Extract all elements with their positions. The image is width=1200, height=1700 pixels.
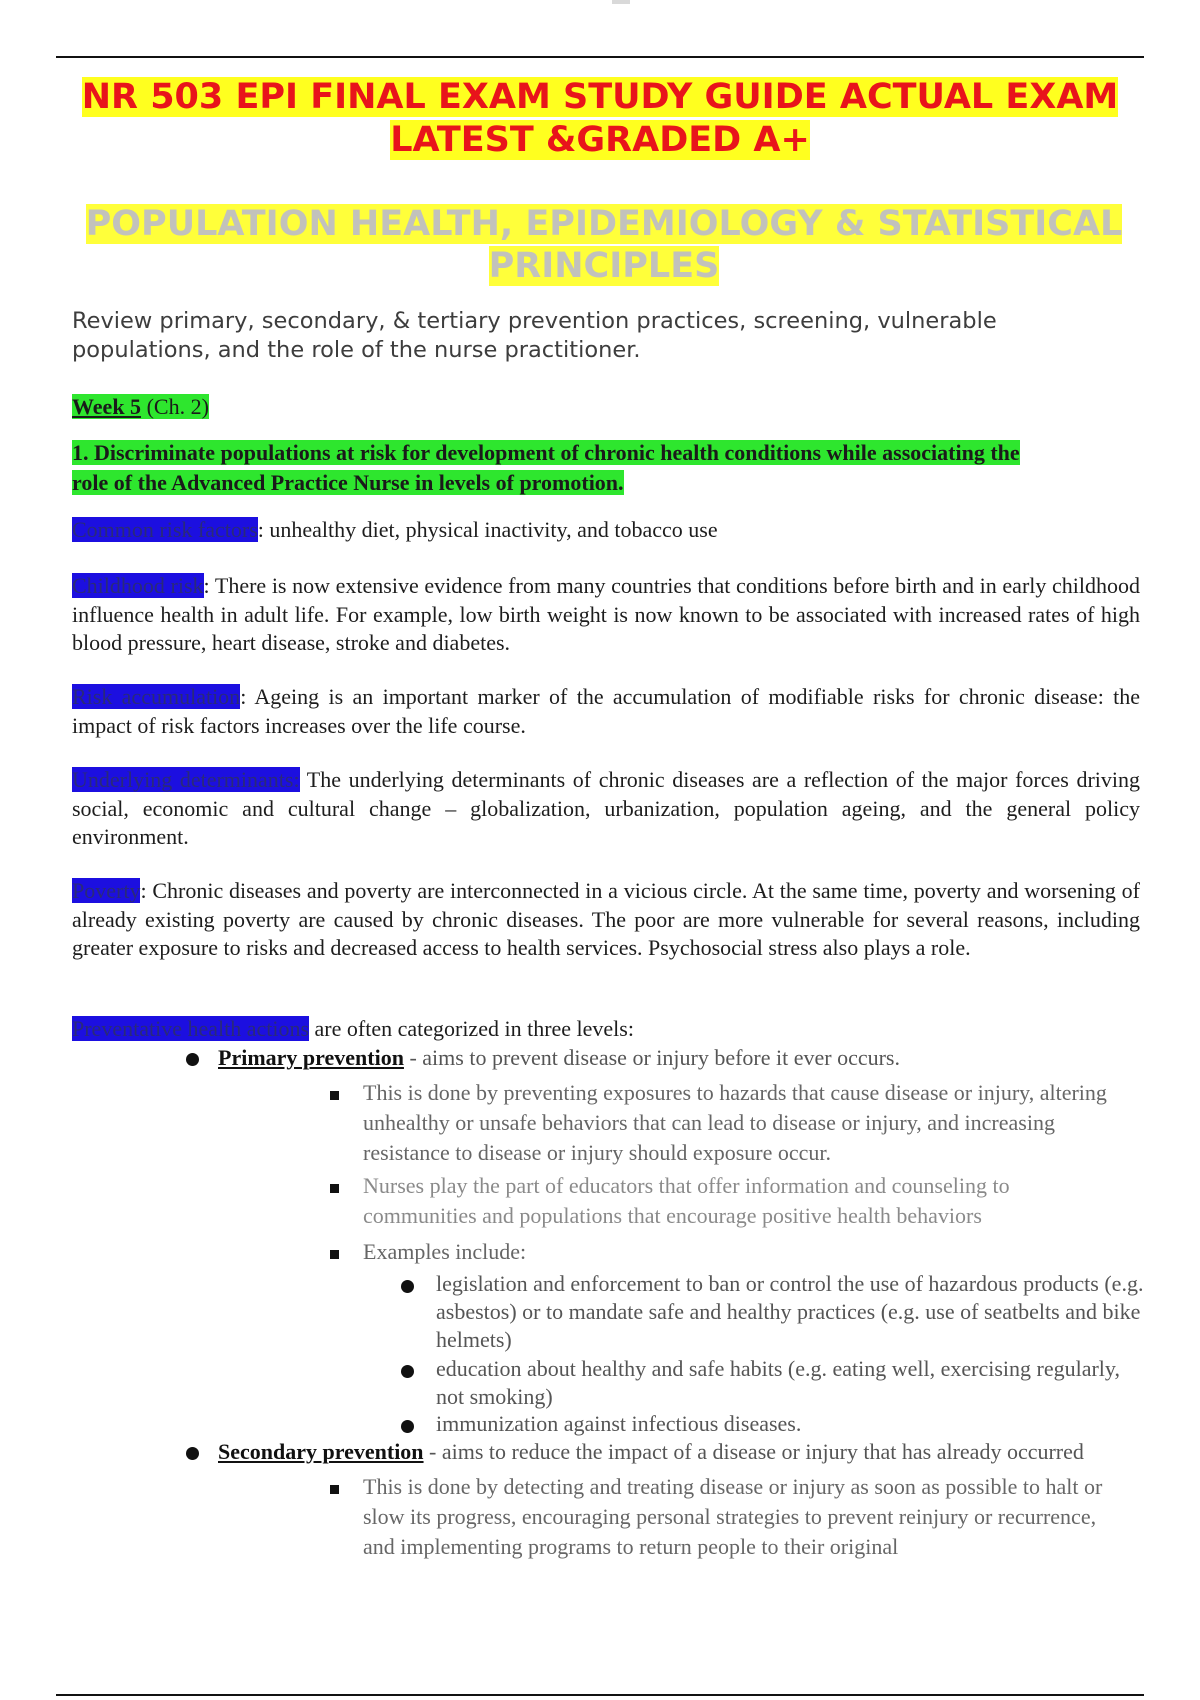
primary-bullet-1: This is done by preventing exposures to hazards that cause disease or injury, altering unhealthy or unsafe behaviors that can lead to disease or injury, and increasing resistance to disease or injury should exposure occur. (363, 1080, 1107, 1165)
bullet-dot (401, 1365, 414, 1378)
title-line-2: LATEST &GRADED A+ (390, 120, 810, 160)
secondary-prevention-item (218, 1438, 1158, 1466)
paragraph-text: : Ageing is an important marker of the accumulation of modifiable risks for chronic disease: the impact of risk factors increases over the life course. (72, 684, 1140, 738)
paragraph-preventative-actions (72, 1015, 1140, 1044)
primary-bullet-3: Examples include: (363, 1239, 527, 1264)
secondary-prevention-desc: - aims to reduce the impact of a disease or injury that has already occurred (423, 1439, 1084, 1464)
title-line-1: NR 503 EPI FINAL EXAM STUDY GUIDE ACTUAL EXAM (81, 77, 1119, 117)
subtitle-line-1: POPULATION HEALTH, EPIDEMIOLOGY & STATISTICAL (85, 204, 1123, 244)
primary-prevention-heading: Primary prevention (218, 1045, 404, 1070)
example-item-1: legislation and enforcement to ban or control the use of hazardous products (e.g. asbestos) or to mandate safe and healthy practices (e.g. use of seatbelts and bike helmets) (436, 1271, 1144, 1352)
secondary-prevention-heading: Secondary prevention (218, 1439, 424, 1464)
paragraph-childhood-risk (72, 572, 1140, 658)
bullet-square (330, 1250, 339, 1259)
paragraph-underlying-determinants (72, 766, 1140, 852)
bullet-square (330, 1091, 339, 1100)
intro-line-1: Review primary, secondary, & tertiary prevention practices, screening, vulnerable (72, 308, 997, 334)
document-subtitle (56, 203, 1152, 287)
paragraph-poverty (72, 877, 1140, 963)
paragraph-text: are often categorized in three levels: (309, 1016, 634, 1041)
term-highlight: Preventative health actions (72, 1016, 310, 1041)
paragraph-text: : There is now extensive evidence from many countries that conditions before birth and in early childhood influence health in adult life. For example, low birth weight is now known to be associated with increased rates of high blood pressure, heart disease, stroke and diabetes. (72, 573, 1141, 655)
page-top-mark (612, 0, 630, 4)
intro-line-2: populations, and the role of the nurse practitioner. (72, 337, 641, 363)
week-heading (72, 393, 209, 421)
term-highlight: Childhood risk (72, 573, 204, 598)
paragraph-common-risk (72, 516, 1140, 545)
term-highlight: Risk accumulation (72, 684, 241, 709)
paragraph-text: : unhealthy diet, physical inactivity, and tobacco use (257, 517, 718, 542)
primary-prevention-desc: - aims to prevent disease or injury before it ever occurs. (403, 1045, 900, 1070)
bullet-square (330, 1485, 339, 1494)
subtitle-line-2: PRINCIPLES (488, 246, 720, 286)
objective-line-2: role of the Advanced Practice Nurse in levels of promotion. (72, 470, 624, 495)
bullet-dot (401, 1420, 414, 1433)
objective-heading (72, 438, 1132, 498)
secondary-bullet-1: This is done by detecting and treating disease or injury as soon as possible to halt or slow its progress, encouraging personal strategies to prevent reinjury or recurrence, and implementing programs to return people to their original (363, 1474, 1103, 1559)
footer-rule (56, 1694, 1144, 1696)
term-highlight: Underlying determinants: (72, 767, 300, 792)
bullet-square (330, 1184, 339, 1193)
intro-text (72, 307, 1132, 365)
objective-line-1: 1. Discriminate populations at risk for development of chronic health conditions while associating the (72, 440, 1020, 465)
paragraph-risk-accumulation (72, 683, 1140, 740)
term-highlight: Common risk factors (72, 517, 258, 542)
bullet-dot (186, 1447, 199, 1460)
paragraph-text: : Chronic diseases and poverty are interconnected in a vicious circle. At the same time, poverty and worsening of already existing poverty are caused by chronic diseases. The poor are more vulnerable for several reasons, including greater exposure to risks and decreased access to health services. Psychosocial stress also plays a role. (72, 878, 1140, 960)
primary-bullet-2: Nurses play the part of educators that offer information and counseling to communities and populations that encourage positive health behaviors (363, 1173, 1010, 1228)
week-chapter: (Ch. 2) (141, 394, 209, 419)
paragraph-text: The underlying determinants of chronic diseases are a reflection of the major forces driving social, economic and cultural change – globalization, urbanization, population ageing, and the general policy environment. (72, 767, 1140, 849)
example-item-3: immunization against infectious diseases. (436, 1411, 802, 1436)
header-rule (56, 56, 1144, 58)
bullet-dot (401, 1280, 414, 1293)
document-title (56, 76, 1144, 162)
example-item-2: education about healthy and safe habits (e.g. eating well, exercising regularly, not smoking) (436, 1356, 1120, 1409)
term-highlight: Poverty (72, 878, 141, 903)
bullet-dot (186, 1053, 199, 1066)
primary-prevention-item (218, 1044, 900, 1072)
week-label: Week 5 (72, 394, 142, 419)
